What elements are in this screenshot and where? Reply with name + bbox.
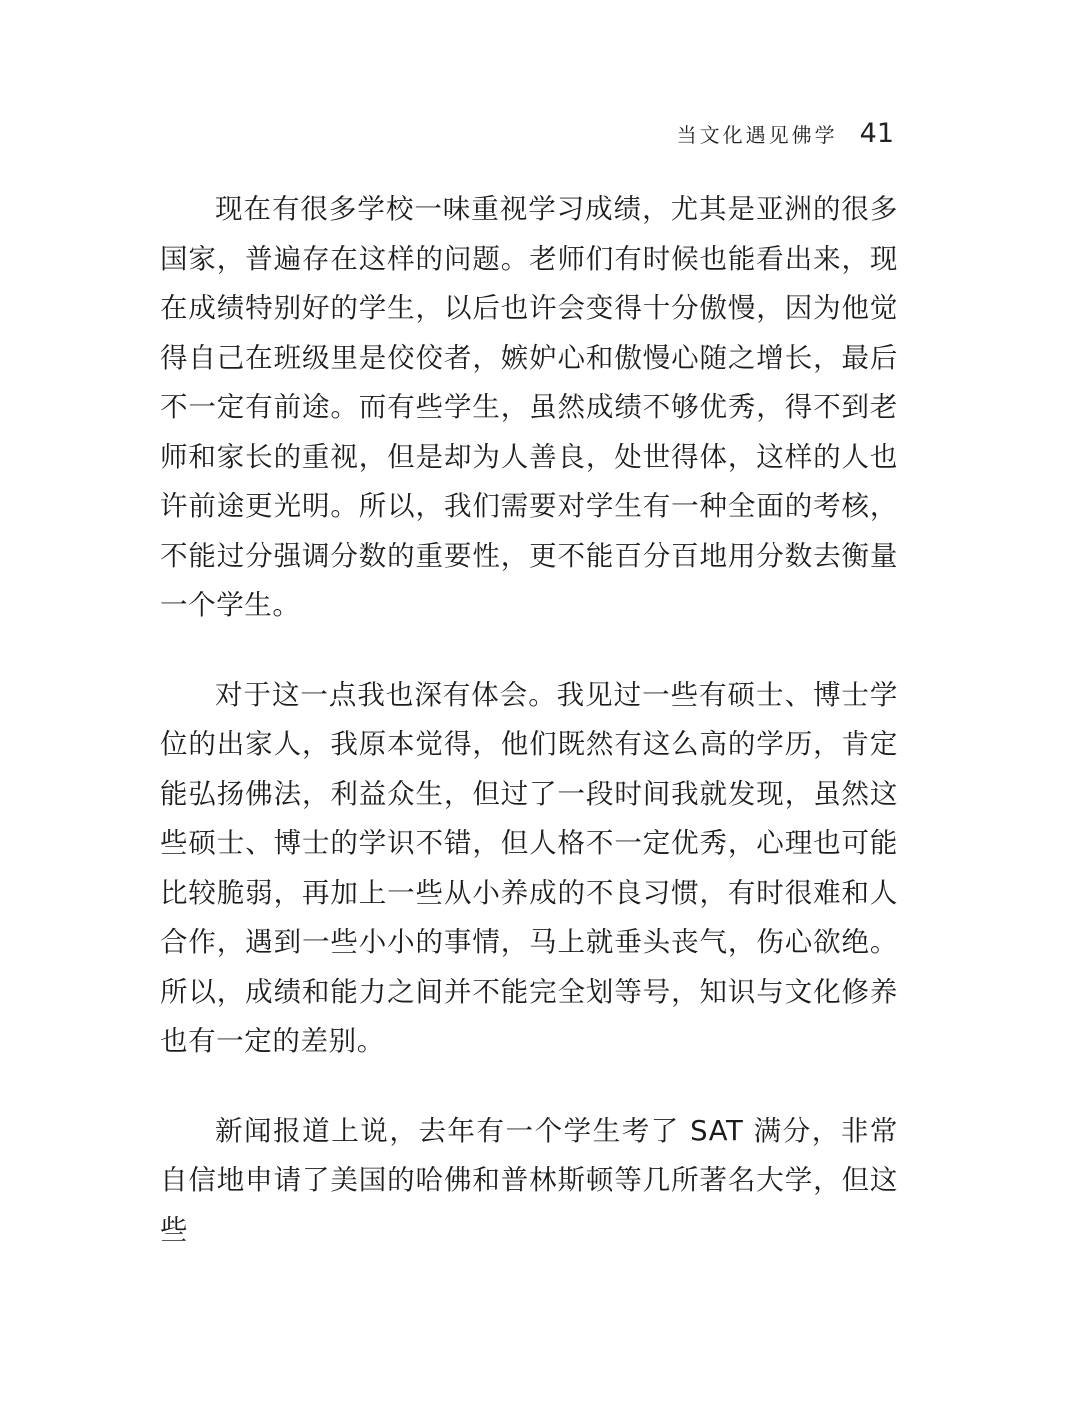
running-title: 当文化遇见佛学	[676, 123, 838, 147]
paragraph-2: 对于这一点我也深有体会。我见过一些有硕士、博士学位的出家人，我原本觉得，他们既然有这么高的学历，肯定能弘扬佛法，利益众生，但过了一段时间我就发现，虽然这些硕士、博士的学识不错，但人格不一定优秀，心理也可能比较脆弱，再加上一些从小养成的不良习惯，有时很难和人合作，遇到一些小小的事情，马上就垂头丧气，伤心欲绝。所以，成绩和能力之间并不能完全划等号，知识与文化修养也有一定的差别。	[160, 678, 898, 1057]
body-text	[160, 185, 898, 1295]
page-number: 41	[859, 118, 894, 149]
paragraph-1: 现在有很多学校一味重视学习成绩，尤其是亚洲的很多国家，普遍存在这样的问题。老师们有时候也能看出来，现在成绩特别好的学生，以后也许会变得十分傲慢，因为他觉得自己在班级里是佼佼者，嫉妒心和傲慢心随之增长，最后不一定有前途。而有些学生，虽然成绩不够优秀，得不到老师和家长的重视，但是却为人善良，处世得体，这样的人也许前途更光明。所以，我们需要对学生有一种全面的考核，不能过分强调分数的重要性，更不能百分百地用分数去衡量一个学生。	[160, 193, 898, 621]
running-header	[677, 118, 894, 158]
paragraph-3: 新闻报道上说，去年有一个学生考了 SAT 满分，非常自信地申请了美国的哈佛和普林斯顿等几所著名大学，但这些	[160, 1114, 898, 1246]
